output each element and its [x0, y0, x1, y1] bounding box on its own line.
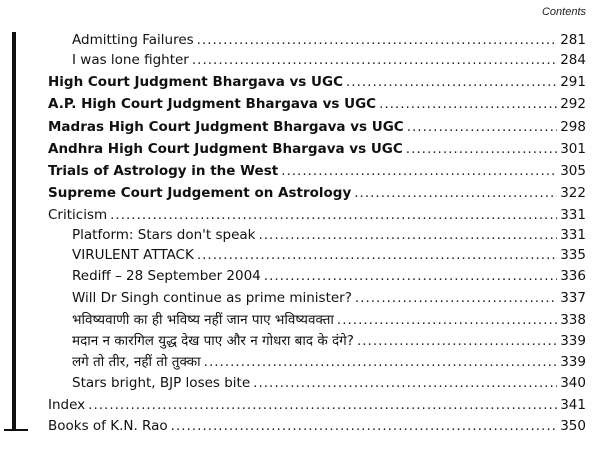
- entry-page-number: 298: [560, 119, 586, 135]
- toc-entry: [72, 352, 586, 372]
- dot-leader: [253, 373, 557, 393]
- entry-page-number: 336: [560, 268, 586, 284]
- toc-entry: [48, 161, 586, 181]
- toc-entry: [72, 30, 586, 50]
- entry-title: Andhra High Court Judgment Bhargava vs UGC: [48, 141, 403, 157]
- entry-page-number: 305: [560, 163, 586, 179]
- dot-leader: [88, 395, 557, 415]
- dot-leader: [204, 352, 558, 372]
- toc-entry: [48, 205, 586, 225]
- entry-title: मदान न कारगिल युद्ध देख पाए और न गोधरा बाद के दंगे?: [72, 333, 354, 349]
- dot-leader: [197, 30, 558, 50]
- dot-leader: [355, 288, 557, 308]
- toc-entry: [72, 331, 586, 351]
- entry-title: Index: [48, 397, 86, 413]
- entry-page-number: 338: [560, 312, 586, 328]
- entry-page-number: 292: [560, 96, 586, 112]
- entry-title: Platform: Stars don't speak: [72, 227, 256, 243]
- entry-title: Supreme Court Judgement on Astrology: [48, 185, 352, 201]
- entry-title: Admitting Failures: [72, 32, 194, 48]
- toc-entry: [48, 395, 586, 415]
- entry-page-number: 281: [560, 32, 586, 48]
- toc-entry: [48, 416, 586, 436]
- entry-page-number: 341: [560, 397, 586, 413]
- entry-page-number: 284: [560, 52, 586, 68]
- entry-title: I was lone fighter: [72, 52, 189, 68]
- margin-rule-foot: [4, 429, 28, 431]
- dot-leader: [110, 205, 557, 225]
- entry-page-number: 322: [560, 185, 586, 201]
- entry-page-number: 301: [560, 141, 586, 157]
- entry-page-number: 337: [560, 290, 586, 306]
- entry-title: Madras High Court Judgment Bhargava vs UGC: [48, 119, 404, 135]
- dot-leader: [407, 117, 558, 137]
- toc-entry: [72, 50, 586, 70]
- dot-leader: [264, 266, 557, 286]
- entry-page-number: 331: [560, 227, 586, 243]
- entry-title: Books of K.N. Rao: [48, 418, 168, 434]
- entry-page-number: 350: [560, 418, 586, 434]
- entry-page-number: 331: [560, 207, 586, 223]
- entry-title: Trials of Astrology in the West: [48, 163, 279, 179]
- entry-title: Rediff – 28 September 2004: [72, 268, 261, 284]
- running-header: Contents: [541, 6, 586, 18]
- entry-page-number: 291: [560, 74, 586, 90]
- dot-leader: [346, 72, 557, 92]
- toc-entry: [48, 94, 586, 114]
- toc-entry: [48, 117, 586, 137]
- dot-leader: [258, 225, 557, 245]
- toc-entry: [72, 225, 586, 245]
- entry-title: A.P. High Court Judgment Bhargava vs UGC: [48, 96, 377, 112]
- toc-entry: [48, 139, 586, 159]
- entry-title: लगे तो तीर, नहीं तो तुक्का: [72, 354, 201, 370]
- entry-title: VIRULENT ATTACK: [72, 247, 194, 263]
- margin-rule: [12, 32, 16, 430]
- dot-leader: [281, 161, 557, 181]
- dot-leader: [197, 245, 557, 265]
- entry-title: Criticism: [48, 207, 108, 223]
- toc-entry: [72, 245, 586, 265]
- toc-entry: [72, 266, 586, 286]
- dot-leader: [171, 416, 558, 436]
- entry-page-number: 340: [560, 375, 586, 391]
- entry-page-number: 339: [560, 333, 586, 349]
- dot-leader: [192, 50, 557, 70]
- entry-title: भविष्यवाणी का ही भविष्य नहीं जान पाए भविष्यवक्ता: [72, 312, 334, 328]
- dot-leader: [357, 331, 557, 351]
- toc-entry: [72, 288, 586, 308]
- entry-title: High Court Judgment Bhargava vs UGC: [48, 74, 343, 90]
- entry-page-number: 335: [560, 247, 586, 263]
- entry-title: Will Dr Singh continue as prime minister?: [72, 290, 352, 306]
- toc-entry: [48, 183, 586, 203]
- dot-leader: [354, 183, 557, 203]
- toc-entry: [72, 373, 586, 393]
- toc-entry: [48, 72, 586, 92]
- dot-leader: [379, 94, 557, 114]
- dot-leader: [406, 139, 557, 159]
- toc-entry: [72, 310, 586, 330]
- dot-leader: [337, 310, 557, 330]
- entry-page-number: 339: [560, 354, 586, 370]
- entry-title: Stars bright, BJP loses bite: [72, 375, 251, 391]
